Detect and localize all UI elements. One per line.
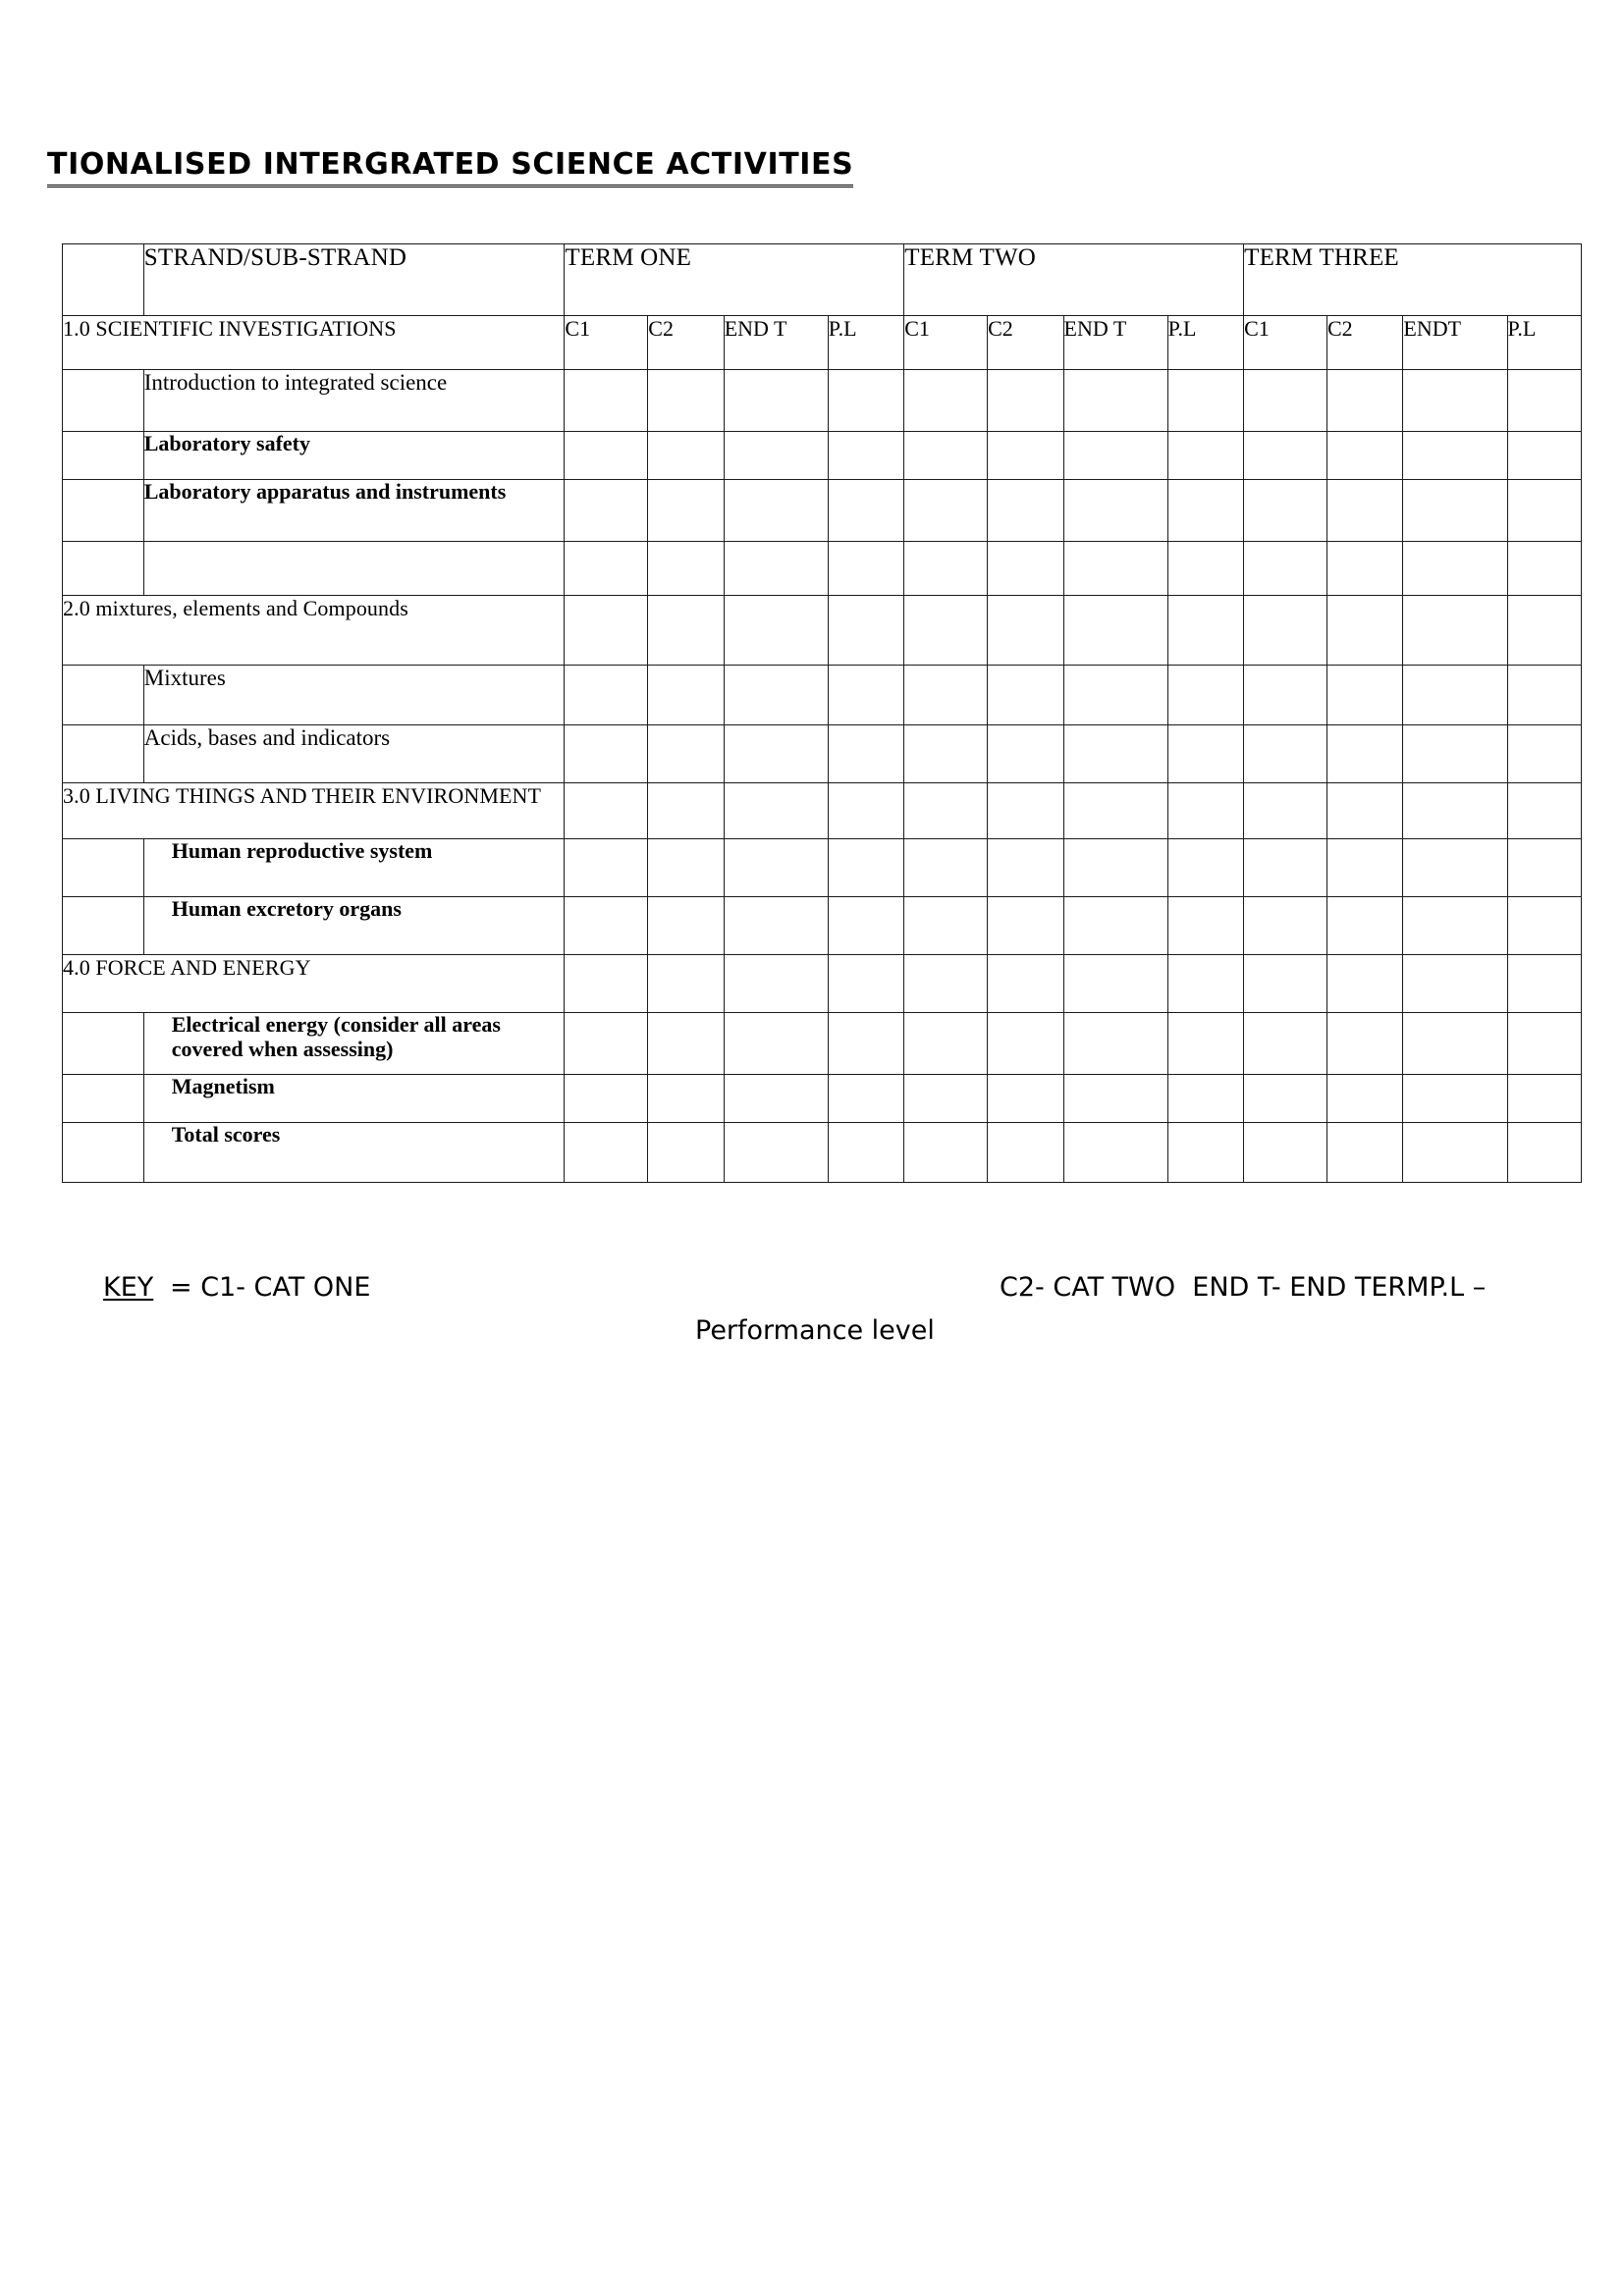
strand-row-2: 2.0 mixtures, elements and Compounds (63, 596, 565, 666)
score-cell-t3-c2[interactable] (1326, 783, 1402, 839)
score-cell-t3-endt[interactable] (1403, 666, 1507, 725)
score-cell-t3-c2[interactable] (1326, 897, 1402, 955)
score-cell-t2-c2[interactable] (988, 897, 1063, 955)
score-cell-t3-c2[interactable] (1326, 432, 1402, 480)
score-cell-t2-pl[interactable] (1167, 432, 1243, 480)
score-cell-t1-c2[interactable] (648, 725, 724, 783)
score-cell-t2-c2[interactable] (988, 955, 1063, 1013)
score-cell-t3-endt[interactable] (1403, 596, 1507, 666)
score-cell-t2-endt[interactable] (1063, 480, 1167, 542)
score-cell-t1-c1[interactable] (565, 783, 648, 839)
score-cell-t1-pl[interactable] (828, 1013, 903, 1075)
score-cell-t3-c1[interactable] (1244, 542, 1327, 596)
score-cell-t2-pl[interactable] (1167, 1013, 1243, 1075)
score-cell-t3-c1[interactable] (1244, 370, 1327, 432)
score-cell-t3-endt[interactable] (1403, 542, 1507, 596)
score-cell-t1-c1[interactable] (565, 1013, 648, 1075)
score-cell-t2-endt[interactable] (1063, 1013, 1167, 1075)
score-cell-t2-c2[interactable] (988, 1075, 1063, 1123)
score-cell-t3-c2[interactable] (1326, 955, 1402, 1013)
score-cell-t1-endt[interactable] (724, 839, 828, 897)
header-t3-c2: C2 (1326, 316, 1402, 370)
score-cell-t2-c2[interactable] (988, 596, 1063, 666)
score-cell-t2-c2[interactable] (988, 666, 1063, 725)
total-cell-t3-c2[interactable] (1326, 1123, 1402, 1183)
score-cell-t2-pl[interactable] (1167, 897, 1243, 955)
row-number-cell (63, 897, 144, 955)
score-cell-t3-pl[interactable] (1507, 839, 1581, 897)
score-cell-t1-endt[interactable] (724, 666, 828, 725)
total-cell-t2-c1[interactable] (904, 1123, 988, 1183)
total-cell-t1-pl[interactable] (828, 1123, 903, 1183)
total-cell-t2-pl[interactable] (1167, 1123, 1243, 1183)
score-cell-t2-endt[interactable] (1063, 839, 1167, 897)
score-cell-t3-c2[interactable] (1326, 596, 1402, 666)
score-cell-t1-c1[interactable] (565, 1075, 648, 1123)
score-cell-t1-c1[interactable] (565, 666, 648, 725)
table-row (63, 1075, 1582, 1123)
score-cell-t1-pl[interactable] (828, 666, 903, 725)
score-cell-t2-c1[interactable] (904, 783, 988, 839)
key-legend-line-1 (62, 1272, 1582, 1315)
score-cell-t2-endt[interactable] (1063, 666, 1167, 725)
score-cell-t1-pl[interactable] (828, 897, 903, 955)
row-label: Introduction to integrated science (143, 370, 565, 432)
score-cell-t2-c2[interactable] (988, 480, 1063, 542)
score-cell-t3-endt[interactable] (1403, 1013, 1507, 1075)
score-cell-t2-endt[interactable] (1063, 783, 1167, 839)
score-cell-t1-c2[interactable] (648, 839, 724, 897)
table-row (63, 1013, 1582, 1075)
table-row (63, 839, 1582, 897)
score-cell-t2-pl[interactable] (1167, 839, 1243, 897)
score-cell-t2-c1[interactable] (904, 666, 988, 725)
score-cell-t3-c1[interactable] (1244, 839, 1327, 897)
row-label: Laboratory apparatus and instruments (143, 480, 565, 542)
score-cell-t1-c2[interactable] (648, 432, 724, 480)
score-cell-t2-pl[interactable] (1167, 596, 1243, 666)
score-cell-t1-pl[interactable] (828, 596, 903, 666)
score-cell-t3-endt[interactable] (1403, 432, 1507, 480)
row-number-cell (63, 1075, 144, 1123)
row-number-cell (63, 1013, 144, 1075)
score-cell-t3-c1[interactable] (1244, 1013, 1327, 1075)
key-legend (62, 1272, 1582, 1346)
table-row (63, 897, 1582, 955)
total-cell-t2-endt[interactable] (1063, 1123, 1167, 1183)
score-cell-t2-c2[interactable] (988, 725, 1063, 783)
score-cell-t1-pl[interactable] (828, 432, 903, 480)
score-cell-t3-c2[interactable] (1326, 542, 1402, 596)
score-cell-t1-c2[interactable] (648, 1013, 724, 1075)
row-label-total: Total scores (143, 1123, 565, 1183)
score-cell-t3-endt[interactable] (1403, 897, 1507, 955)
score-cell-t2-pl[interactable] (1167, 1075, 1243, 1123)
row-label: Human excretory organs (143, 897, 565, 955)
table-row-empty (63, 542, 1582, 596)
score-cell-t1-c2[interactable] (648, 1075, 724, 1123)
score-cell-t3-endt[interactable] (1403, 783, 1507, 839)
score-cell-t2-endt[interactable] (1063, 370, 1167, 432)
score-cell-t3-pl[interactable] (1507, 542, 1581, 596)
score-cell-t3-pl[interactable] (1507, 897, 1581, 955)
score-cell-t3-c1[interactable] (1244, 596, 1327, 666)
total-cell-t2-c2[interactable] (988, 1123, 1063, 1183)
score-cell-t3-pl[interactable] (1507, 666, 1581, 725)
strand-row-1: 1.0 SCIENTIFIC INVESTIGATIONS (63, 316, 565, 370)
score-cell-t2-c1[interactable] (904, 596, 988, 666)
score-cell-t1-c1[interactable] (565, 542, 648, 596)
score-cell-t1-pl[interactable] (828, 1075, 903, 1123)
score-cell-t1-c2[interactable] (648, 897, 724, 955)
score-cell-t3-c1[interactable] (1244, 432, 1327, 480)
score-cell-t1-c2[interactable] (648, 542, 724, 596)
score-cell-t3-c1[interactable] (1244, 783, 1327, 839)
row-number-cell (63, 725, 144, 783)
score-cell-t1-pl[interactable] (828, 783, 903, 839)
score-cell-t1-c1[interactable] (565, 955, 648, 1013)
row-number-cell (63, 1123, 144, 1183)
strand-row-4: 4.0 FORCE AND ENERGY (63, 955, 565, 1013)
header-t1-endt: END T (724, 316, 828, 370)
score-cell-t1-c1[interactable] (565, 897, 648, 955)
score-cell-t2-c1[interactable] (904, 1075, 988, 1123)
row-number-cell (63, 432, 144, 480)
score-cell-t1-pl[interactable] (828, 480, 903, 542)
row-number-cell (63, 480, 144, 542)
header-t2-endt: END T (1063, 316, 1167, 370)
score-cell-t3-pl[interactable] (1507, 480, 1581, 542)
score-cell-t1-c2[interactable] (648, 783, 724, 839)
score-cell-t2-c1[interactable] (904, 542, 988, 596)
score-cell-t1-endt[interactable] (724, 480, 828, 542)
assessment-table-wrapper (62, 243, 1582, 1183)
table-row (63, 432, 1582, 480)
score-cell-t1-c2[interactable] (648, 955, 724, 1013)
row-number-cell (63, 370, 144, 432)
score-cell-t3-endt[interactable] (1403, 370, 1507, 432)
row-number-cell (63, 542, 144, 596)
header-t1-c2: C2 (648, 316, 724, 370)
score-cell-t1-endt[interactable] (724, 1075, 828, 1123)
header-term-two: TERM TWO (904, 244, 1244, 316)
score-cell-t3-endt[interactable] (1403, 1075, 1507, 1123)
total-cell-t1-endt[interactable] (724, 1123, 828, 1183)
score-cell-t3-c2[interactable] (1326, 666, 1402, 725)
score-cell-t3-c1[interactable] (1244, 666, 1327, 725)
score-cell-t3-pl[interactable] (1507, 1075, 1581, 1123)
score-cell-t3-pl[interactable] (1507, 1013, 1581, 1075)
score-cell-t2-pl[interactable] (1167, 480, 1243, 542)
score-cell-t1-c1[interactable] (565, 480, 648, 542)
score-cell-t1-c2[interactable] (648, 666, 724, 725)
score-cell-t2-endt[interactable] (1063, 432, 1167, 480)
score-cell-t2-endt[interactable] (1063, 725, 1167, 783)
table-header-row-terms (63, 244, 1582, 316)
total-cell-t1-c2[interactable] (648, 1123, 724, 1183)
score-cell-t2-c2[interactable] (988, 839, 1063, 897)
score-cell-t2-pl[interactable] (1167, 725, 1243, 783)
score-cell-t2-c1[interactable] (904, 432, 988, 480)
score-cell-t1-c1[interactable] (565, 370, 648, 432)
score-cell-t2-c2[interactable] (988, 1013, 1063, 1075)
score-cell-t2-pl[interactable] (1167, 542, 1243, 596)
score-cell-t2-c2[interactable] (988, 432, 1063, 480)
score-cell-t1-c1[interactable] (565, 596, 648, 666)
strand-row-3: 3.0 LIVING THINGS AND THEIR ENVIRONMENT (63, 783, 565, 839)
score-cell-t3-c1[interactable] (1244, 1075, 1327, 1123)
header-t3-pl: P.L (1507, 316, 1581, 370)
score-cell-t1-endt[interactable] (724, 370, 828, 432)
score-cell-t2-pl[interactable] (1167, 666, 1243, 725)
score-cell-t1-endt[interactable] (724, 955, 828, 1013)
score-cell-t3-c1[interactable] (1244, 725, 1327, 783)
score-cell-t1-pl[interactable] (828, 370, 903, 432)
score-cell-t1-pl[interactable] (828, 542, 903, 596)
score-cell-t3-pl[interactable] (1507, 432, 1581, 480)
header-t1-c1: C1 (565, 316, 648, 370)
score-cell-t1-c1[interactable] (565, 839, 648, 897)
total-cell-t1-c1[interactable] (565, 1123, 648, 1183)
score-cell-t1-c1[interactable] (565, 725, 648, 783)
row-label: Human reproductive system (143, 839, 565, 897)
row-label: Magnetism (143, 1075, 565, 1123)
score-cell-t2-endt[interactable] (1063, 897, 1167, 955)
score-cell-t1-pl[interactable] (828, 839, 903, 897)
row-label: Mixtures (143, 666, 565, 725)
score-cell-t2-endt[interactable] (1063, 596, 1167, 666)
total-cell-t3-c1[interactable] (1244, 1123, 1327, 1183)
score-cell-t3-c1[interactable] (1244, 897, 1327, 955)
score-cell-t3-pl[interactable] (1507, 370, 1581, 432)
score-cell-t2-c2[interactable] (988, 783, 1063, 839)
score-cell-t3-pl[interactable] (1507, 725, 1581, 783)
table-row (63, 725, 1582, 783)
score-cell-t1-endt[interactable] (724, 542, 828, 596)
key-performance-level: Performance level (695, 1315, 935, 1346)
header-t2-pl: P.L (1167, 316, 1243, 370)
score-cell-t2-endt[interactable] (1063, 542, 1167, 596)
score-cell-t2-c2[interactable] (988, 370, 1063, 432)
total-cell-t3-endt[interactable] (1403, 1123, 1507, 1183)
header-t1-pl: P.L (828, 316, 903, 370)
score-cell-t2-endt[interactable] (1063, 955, 1167, 1013)
score-cell-t1-c1[interactable] (565, 432, 648, 480)
score-cell-t1-endt[interactable] (724, 783, 828, 839)
score-cell-t1-endt[interactable] (724, 432, 828, 480)
score-cell-t2-c1[interactable] (904, 897, 988, 955)
score-cell-t3-c2[interactable] (1326, 725, 1402, 783)
score-cell-t3-pl[interactable] (1507, 955, 1581, 1013)
score-cell-t3-endt[interactable] (1403, 839, 1507, 897)
table-row (63, 666, 1582, 725)
row-label (143, 542, 565, 596)
score-cell-t1-c2[interactable] (648, 596, 724, 666)
score-cell-t2-c1[interactable] (904, 725, 988, 783)
score-cell-t2-pl[interactable] (1167, 783, 1243, 839)
score-cell-t2-pl[interactable] (1167, 955, 1243, 1013)
header-strand: STRAND/SUB-STRAND (143, 244, 565, 316)
score-cell-t2-c1[interactable] (904, 955, 988, 1013)
table-row-total (63, 1123, 1582, 1183)
score-cell-t2-c2[interactable] (988, 542, 1063, 596)
score-cell-t3-c1[interactable] (1244, 480, 1327, 542)
score-cell-t1-pl[interactable] (828, 725, 903, 783)
score-cell-t3-pl[interactable] (1507, 596, 1581, 666)
header-t2-c2: C2 (988, 316, 1063, 370)
header-t2-c1: C1 (904, 316, 988, 370)
score-cell-t3-c2[interactable] (1326, 1075, 1402, 1123)
score-cell-t1-pl[interactable] (828, 955, 903, 1013)
score-cell-t1-endt[interactable] (724, 897, 828, 955)
score-cell-t3-c2[interactable] (1326, 480, 1402, 542)
score-cell-t3-c2[interactable] (1326, 839, 1402, 897)
total-cell-t3-pl[interactable] (1507, 1123, 1581, 1183)
header-t3-endt: ENDT (1403, 316, 1507, 370)
score-cell-t3-endt[interactable] (1403, 725, 1507, 783)
table-row-strand (63, 955, 1582, 1013)
header-term-three: TERM THREE (1244, 244, 1582, 316)
score-cell-t1-endt[interactable] (724, 596, 828, 666)
key-label: KEY (103, 1272, 154, 1303)
score-cell-t3-c2[interactable] (1326, 370, 1402, 432)
score-cell-t2-c1[interactable] (904, 1013, 988, 1075)
score-cell-t3-endt[interactable] (1403, 480, 1507, 542)
row-number-cell (63, 666, 144, 725)
score-cell-t2-c1[interactable] (904, 839, 988, 897)
score-cell-t1-endt[interactable] (724, 1013, 828, 1075)
row-label: Laboratory safety (143, 432, 565, 480)
row-label: Electrical energy (consider all areas covered when assessing) (143, 1013, 565, 1075)
table-row (63, 370, 1582, 432)
score-cell-t1-c2[interactable] (648, 480, 724, 542)
key-cat-two-endt-pl: C2- CAT TWO END T- END TERMP.L – (1000, 1272, 1487, 1303)
header-number-cell (63, 244, 144, 316)
table-row-strand (63, 783, 1582, 839)
score-cell-t3-pl[interactable] (1507, 783, 1581, 839)
row-number-cell (63, 839, 144, 897)
score-cell-t2-c1[interactable] (904, 370, 988, 432)
score-cell-t1-endt[interactable] (724, 725, 828, 783)
header-term-one: TERM ONE (565, 244, 904, 316)
score-cell-t3-c1[interactable] (1244, 955, 1327, 1013)
score-cell-t1-c2[interactable] (648, 370, 724, 432)
header-t3-c1: C1 (1244, 316, 1327, 370)
score-cell-t2-c1[interactable] (904, 480, 988, 542)
score-cell-t2-endt[interactable] (1063, 1075, 1167, 1123)
row-label: Acids, bases and indicators (143, 725, 565, 783)
assessment-table (62, 243, 1582, 1183)
score-cell-t3-endt[interactable] (1403, 955, 1507, 1013)
table-header-row-columns (63, 316, 1582, 370)
score-cell-t2-pl[interactable] (1167, 370, 1243, 432)
page-title: TIONALISED INTERGRATED SCIENCE ACTIVITIES (47, 149, 853, 187)
table-row (63, 480, 1582, 542)
score-cell-t3-c2[interactable] (1326, 1013, 1402, 1075)
table-row-strand (63, 596, 1582, 666)
key-cat-one: = C1- CAT ONE (170, 1272, 371, 1303)
